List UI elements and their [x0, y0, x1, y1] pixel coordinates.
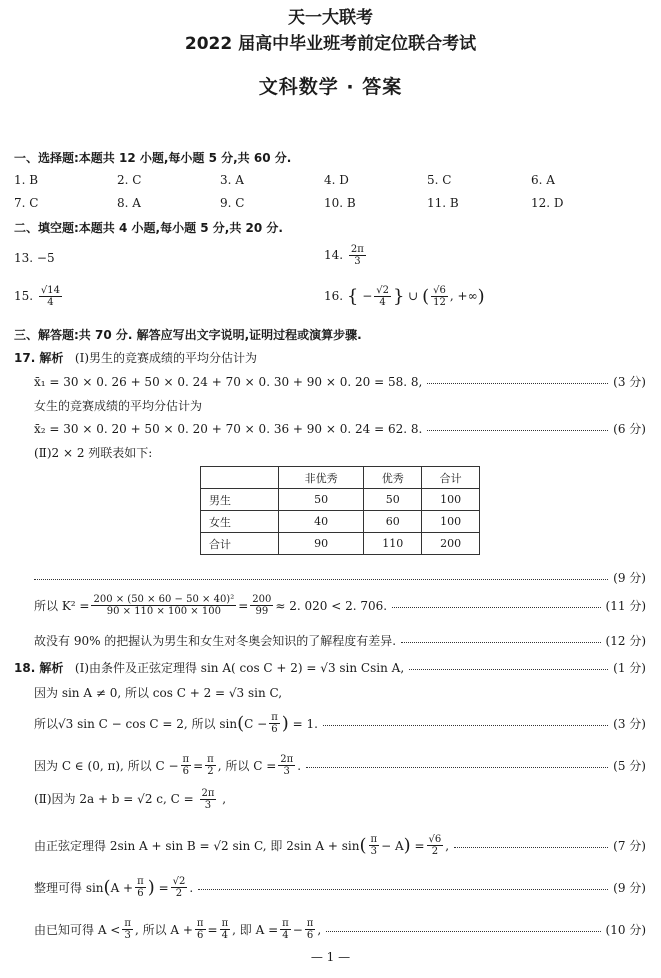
contingency-table	[200, 466, 480, 555]
q18-line-6: 由正弦定理得 2sin A + sin B = √2 sin C, 即 2sin A + sin ( π 3 − A ) = $\frac{√6}{2}$ , (7 分)	[34, 834, 646, 857]
score-marker: (3 分)	[613, 375, 646, 389]
answer-13: 13. −5	[14, 251, 55, 265]
q18-line-4: 因为 C ∈ (0, π), 所以 C − $\frac{\pi}{6}$ = $\frac{\pi}{2}$ , 所以 C = $\frac{2\pi}{3}$ . (5 分)	[34, 754, 646, 777]
table-header-cell: 合计	[422, 467, 480, 489]
score-marker: (1 分)	[613, 661, 646, 675]
q17-line-6	[34, 569, 646, 586]
answer-item: 5. C	[427, 173, 452, 187]
table-cell: 50	[278, 489, 363, 511]
table-cell: 90	[278, 533, 363, 555]
q18-line-3: 所以√3 sin C − cos C = 2, 所以 sin ( C − $\frac{\pi}{6}$ ) = 1. (3 分)	[34, 712, 646, 735]
score-marker: (9 分)	[613, 881, 646, 895]
answer-item: 11. B	[427, 196, 459, 210]
table-header-cell: 优秀	[364, 467, 422, 489]
answer-item: 4. D	[324, 173, 349, 187]
q18-line-7: 整理可得 sin ( A + $\frac{\pi}{6}$ ) = $\frac{√2}{2}$ . (9 分)	[34, 876, 646, 899]
table-cell: 40	[278, 511, 363, 533]
table-row	[201, 511, 480, 533]
q17-line-3: 女生的竞赛成绩的平均分估计为	[34, 399, 203, 413]
score-marker: (3 分)	[613, 717, 646, 731]
q17-line-2: x̄₁ = 30 × 0. 26 + 50 × 0. 24 + 70 × 0. 30 + 90 × 0. 20 = 58. 8, (3 分)	[34, 374, 646, 389]
answer-item: 12. D	[531, 196, 564, 210]
exam-title: 2022 届高中毕业班考前定位联合考试	[184, 34, 477, 54]
table-header-cell	[201, 467, 279, 489]
q17-line-5: (Ⅱ)2 × 2 列联表如下:	[34, 446, 153, 460]
table-cell: 100	[422, 511, 480, 533]
q17-line-7: 所以 K² = $\frac{\text{200 × (50 × 60 − 50 × 40)²}}{90 \times 110 \times 100 \times 100}$ = $\frac{200}{99}$ ≈ 2. 020 < 2. 706. (11 分)	[34, 594, 646, 617]
answer-14: 14. $\frac{2\pi}{3}$	[324, 244, 364, 267]
table-header-row	[201, 467, 480, 489]
subject-title: 文科数学 · 答案	[258, 76, 403, 98]
score-marker: (10 分)	[605, 923, 646, 937]
table-cell: 女生	[201, 511, 279, 533]
table-cell: 110	[364, 533, 422, 555]
score-marker: (5 分)	[613, 759, 646, 773]
answer-item: 6. A	[531, 173, 555, 187]
table-cell: 合计	[201, 533, 279, 555]
q18-line-8: 由已知可得 A < π 3 , 所以 A + $\frac{\pi}{6}$ = $\frac{\pi}{4}$ , 即 A = $\frac{\pi}{4}$ − $\frac{\pi}{6}$ , (10 分)	[34, 918, 646, 941]
score-marker: (9 分)	[613, 571, 646, 585]
section-3-heading: 三、解答题:共 70 分. 解答应写出文字说明,证明过程或演算步骤.	[14, 328, 362, 342]
answer-item: 2. C	[117, 173, 142, 187]
answer-item: 1. B	[14, 173, 39, 187]
score-marker: (11 分)	[605, 599, 646, 613]
answer-15: 15. $\frac{√14}{4}$	[14, 285, 61, 308]
answer-item: 9. C	[220, 196, 245, 210]
answer-item: 3. A	[220, 173, 244, 187]
table-cell: 60	[364, 511, 422, 533]
q17-line-4: x̄₂ = 30 × 0. 20 + 50 × 0. 20 + 70 × 0. 36 + 90 × 0. 24 = 62. 8. (6 分)	[34, 421, 646, 436]
page-number: — 1 —	[310, 950, 351, 964]
q18-line-2: 因为 sin A ≠ 0, 所以 cos C + 2 = √3 sin C,	[34, 686, 283, 700]
score-marker: (12 分)	[605, 634, 646, 648]
table-header-cell: 非优秀	[278, 467, 363, 489]
answer-16: 16. { − $\frac{√2}{4}$ } ∪ ( $\frac{√6}{12}$ , +∞)	[324, 285, 485, 308]
org-title: 天一大联考	[288, 8, 373, 28]
q18-line-5: (Ⅱ)因为 2a + b = √2 c, C = $\frac{2\pi}{3}$ ,	[34, 788, 227, 811]
q17-line-1: 17. 解析 (Ⅰ)男生的竞赛成绩的平均分估计为	[14, 351, 257, 365]
table-cell: 男生	[201, 489, 279, 511]
section-1-heading: 一、选择题:本题共 12 小题,每小题 5 分,共 60 分.	[14, 151, 292, 165]
score-marker: (6 分)	[613, 422, 646, 436]
table-row	[201, 489, 480, 511]
q18-line-1: 18. 解析 (Ⅰ)由条件及正弦定理得 sin A( cos C + 2) = √3 sin Csin A, (1 分)	[14, 661, 646, 675]
section-2-heading: 二、填空题:本题共 4 小题,每小题 5 分,共 20 分.	[14, 221, 283, 235]
table-cell: 100	[422, 489, 480, 511]
answer-item: 7. C	[14, 196, 39, 210]
table-row	[201, 533, 480, 555]
table-cell: 50	[364, 489, 422, 511]
table-cell: 200	[422, 533, 480, 555]
q17-line-8: 故没有 90% 的把握认为男生和女生对冬奥会知识的了解程度有差异. (12 分)	[34, 634, 646, 648]
answer-item: 10. B	[324, 196, 356, 210]
score-marker: (7 分)	[613, 839, 646, 853]
answer-item: 8. A	[117, 196, 141, 210]
